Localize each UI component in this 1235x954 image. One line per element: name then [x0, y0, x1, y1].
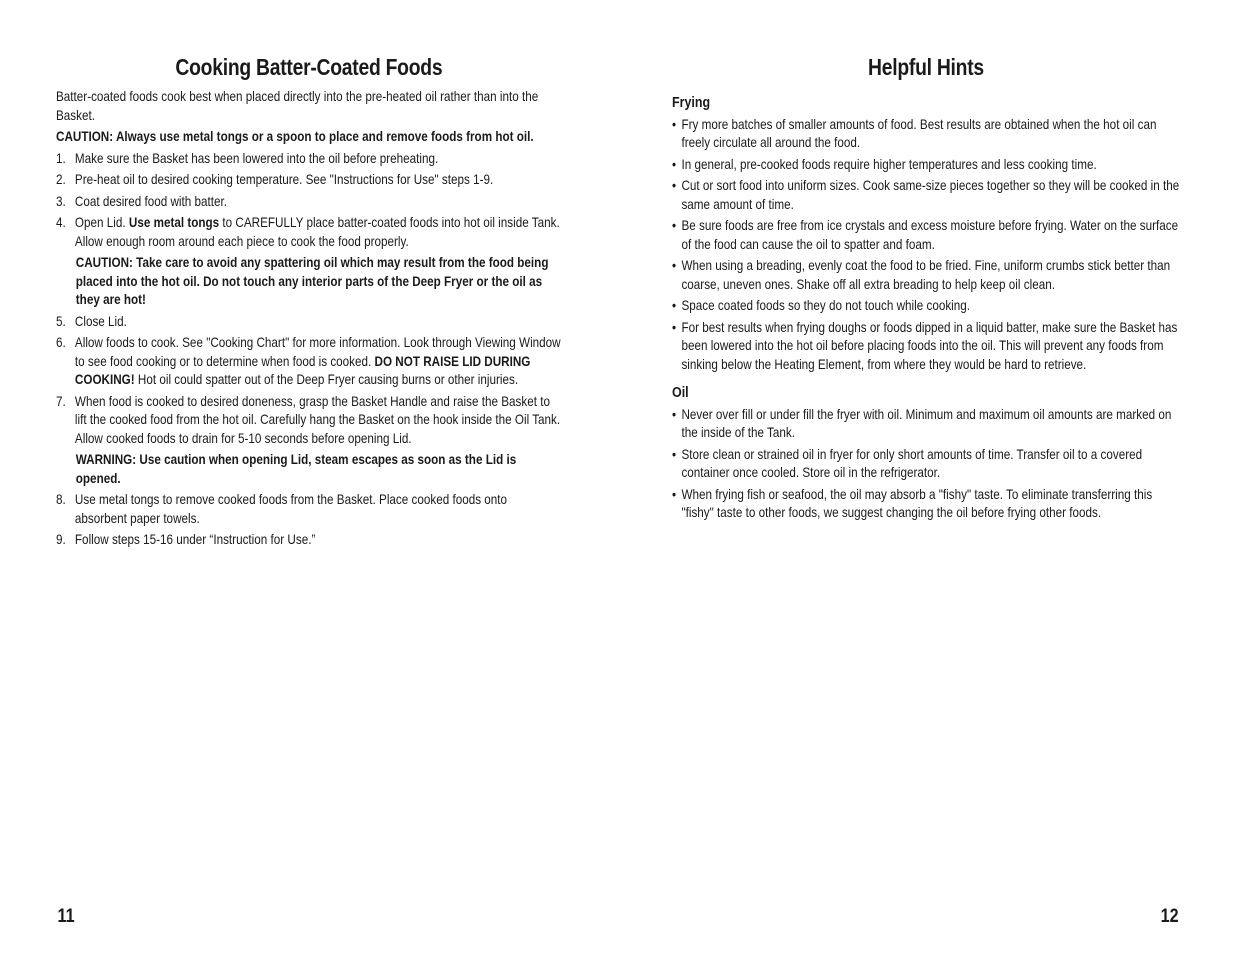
- step-caution: CAUTION: Take care to avoid any spattering oil which may result from the food being placed into the hot oil. Do not touch any interior parts of the Deep Fryer or the oil as they are hot!: [75, 255, 549, 307]
- page-number: 12: [1160, 906, 1179, 927]
- step-item: 6. Allow foods to cook. See "Cooking Chart" for more information. Look through Viewing Window to see food cooking or to determine when food is cooked. DO NOT RAISE LID DURING COOKING! Hot oil could spatter out of the Deep Fryer causing burns or other injuries.: [56, 335, 561, 387]
- list-item: • For best results when frying doughs or foods dipped in a liquid batter, make sure the Basket has been lowered into the hot oil before placing foods into the oil. This will prevent any foods from sinking below the Heating Element, from where they would be hard to retrieve.: [672, 319, 1178, 372]
- right-page: [672, 0, 1180, 954]
- left-body: [56, 88, 562, 553]
- oil-hints-list: [672, 406, 1180, 523]
- list-item: • Store clean or strained oil in fryer for only short amounts of time. Transfer oil to a covered container once cooled. Store oil in the refrigerator.: [672, 446, 1143, 480]
- list-item: • Fry more batches of smaller amounts of food. Best results are obtained when the hot oil can freely circulate all around the food.: [672, 116, 1157, 150]
- list-item: • Never over fill or under fill the fryer with oil. Minimum and maximum oil amounts are marked on the inside of the Tank.: [672, 406, 1172, 440]
- step-item: 7. When food is cooked to desired doneness, grasp the Basket Handle and raise the Basket to lift the cooked food from the hot oil. Carefully hang the Basket on the hook inside the Oil Tank. Allow cooked foods to drain for 5-10 seconds before opening Lid.: [56, 393, 561, 446]
- step-item: 3. Coat desired food with batter.: [56, 193, 227, 209]
- step-item: 5. Close Lid.: [56, 313, 127, 329]
- left-page: [56, 0, 562, 954]
- list-item: • When frying fish or seafood, the oil may absorb a "fishy" taste. To eliminate transferring this "fishy" taste to other foods, we suggest changing the oil before frying other foods.: [672, 486, 1153, 520]
- steps-list-final: [56, 491, 562, 550]
- page-number: 11: [57, 906, 75, 927]
- steps-list-continued: [56, 313, 562, 449]
- step-item: 1. Make sure the Basket has been lowered into the oil before preheating.: [56, 150, 439, 166]
- list-item: • When using a breading, evenly coat the food to be fried. Fine, uniform crumbs stick better than coarse, uneven ones. Shake off all extra breading to help keep oil clean.: [672, 258, 1171, 292]
- step-item: 9. Follow steps 15-16 under “Instruction for Use.”: [56, 532, 316, 547]
- list-item: • Space coated foods so they do not touch while cooking.: [672, 298, 971, 313]
- intro-paragraph: Batter-coated foods cook best when placed directly into the pre-heated oil rather than into the Basket.: [56, 89, 539, 123]
- section-heading-oil: Oil: [672, 385, 689, 401]
- list-item: • Cut or sort food into uniform sizes. Cook same-size pieces together so they will be cooked in the same amount of time.: [672, 178, 1180, 212]
- section-heading-frying: Frying: [672, 95, 711, 111]
- frying-hints-list: [672, 116, 1180, 375]
- page-title: Cooking Batter-Coated Foods: [175, 54, 443, 80]
- step-item: 2. Pre-heat oil to desired cooking temperature. See "Instructions for Use" steps 1-9.: [56, 172, 494, 187]
- list-item: • Be sure foods are free from ice crystals and excess moisture before frying. Water on the surface of the food can cause the oil to spatter and foam.: [672, 218, 1179, 252]
- steps-list: [56, 150, 562, 252]
- right-body: [672, 94, 1180, 533]
- step-item: 8. Use metal tongs to remove cooked foods from the Basket. Place cooked foods onto absorbent paper towels.: [56, 492, 508, 526]
- page-title: Helpful Hints: [868, 54, 984, 80]
- caution-text: CAUTION: Always use metal tongs or a spoon to place and remove foods from hot oil.: [56, 129, 534, 144]
- list-item: • In general, pre-cooked foods require higher temperatures and less cooking time.: [672, 156, 1097, 172]
- step-warning: WARNING: Use caution when opening Lid, steam escapes as soon as the Lid is opened.: [75, 452, 517, 486]
- step-item: 4. Open Lid. Use metal tongs to CAREFULLY place batter-coated foods into hot oil inside Tank. Allow enough room around each piece to cook the food properly.: [56, 215, 560, 249]
